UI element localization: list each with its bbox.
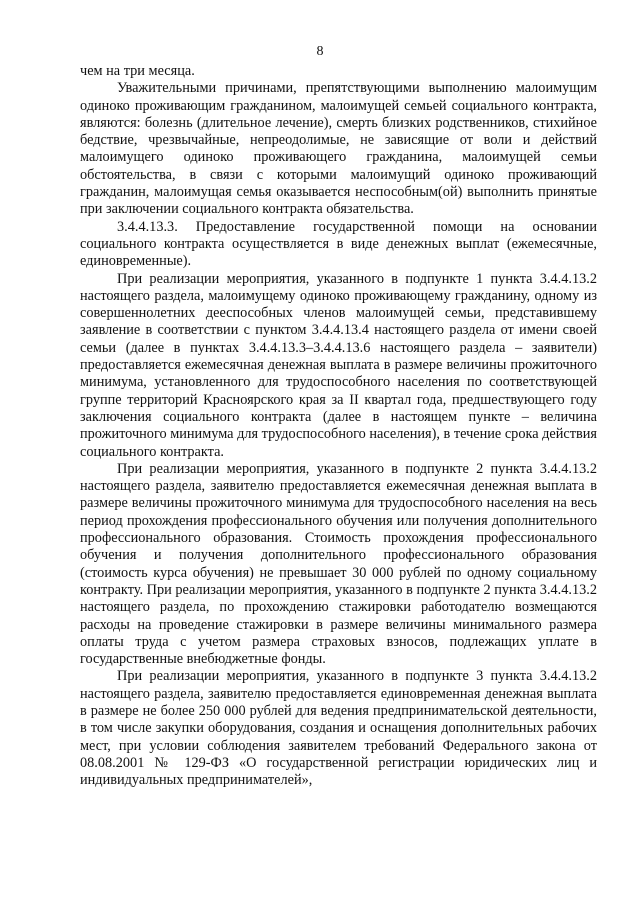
page-number: 8	[316, 44, 324, 59]
paragraph-valid-reasons: Уважительными причинами, препятствующими выполнению малоимущим одиноко проживающим гражданином, малоимущей семьей социального контракта, являются: болезнь (длительное лечение), смерть близких родственников, стихийное бедствие, чрезвычайные, непреодолимые, не зависящие от воли и действий малоимущего одиноко проживающего гражданина, малоимущей семьи обстоятельства, в связи с которыми малоимущий одиноко проживающий гражданин, малоимущая семья оказывается неспособным(ой) выполнить принятые при заключении социального контракта обязательства.	[80, 80, 597, 218]
paragraph-subitem-1-payment: При реализации мероприятия, указанного в подпункте 1 пункта 3.4.4.13.2 настоящего раздела, малоимущему одиноко проживающему гражданину, одному из совершеннолетних дееспособных членов малоимущей семьи, представившему заявление в соответствии с пунктом 3.4.4.13.4 настоящего раздела от имени своей семьи (далее в пунктах 3.4.4.13.3–3.4.4.13.6 настоящего раздела – заявители) предоставляется ежемесячная денежная выплата в размере величины прожиточного минимума, установленного для трудоспособного населения по соответствующей группе территорий Красноярского края за II квартал года, предшествующего году заключения социального контракта (далее в настоящем пункте – величина прожиточного минимума для трудоспособного населения), в течение срока действия социального контракта.	[80, 270, 597, 460]
paragraph-continuation: чем на три месяца.	[80, 63, 195, 79]
document-body	[80, 63, 597, 789]
paragraph-subitem-3-payment: При реализации мероприятия, указанного в подпункте 3 пункта 3.4.4.13.2 настоящего раздела, заявителю предоставляется единовременная денежная выплата в размере не более 250 000 рублей для ведения предпринимательской деятельности, в том числе закупки оборудования, создания и оснащения дополнительных рабочих мест, при условии соблюдения заявителем требований Федерального закона от 08.08.2001 № 129-ФЗ «О государственной регистрации юридических лиц и индивидуальных предпринимателей»,	[80, 668, 597, 789]
paragraph-subitem-2-payment: При реализации мероприятия, указанного в подпункте 2 пункта 3.4.4.13.2 настоящего раздела, заявителю предоставляется ежемесячная денежная выплата в размере величины прожиточного минимума для трудоспособного населения на весь период прохождения профессионального обучения или получения дополнительного профессионального образования. Стоимость прохождения профессионального обучения и получения дополнительного профессионального образования (стоимость курса обучения) не превышает 30 000 рублей по одному социальному контракту. При реализации мероприятия, указанного в подпункте 2 пункта 3.4.4.13.2 настоящего раздела, по прохождению стажировки работодателю возмещаются расходы на проведение стажировки в размере величины минимального размера оплаты труда с учетом размера страховых взносов, подлежащих уплате в государственные внебюджетные фонды.	[80, 460, 597, 668]
paragraph-clause-3-4-4-13-3: 3.4.4.13.3. Предоставление государственной помощи на основании социального контракта осуществляется в виде денежных выплат (ежемесячные, единовременные).	[80, 218, 597, 270]
